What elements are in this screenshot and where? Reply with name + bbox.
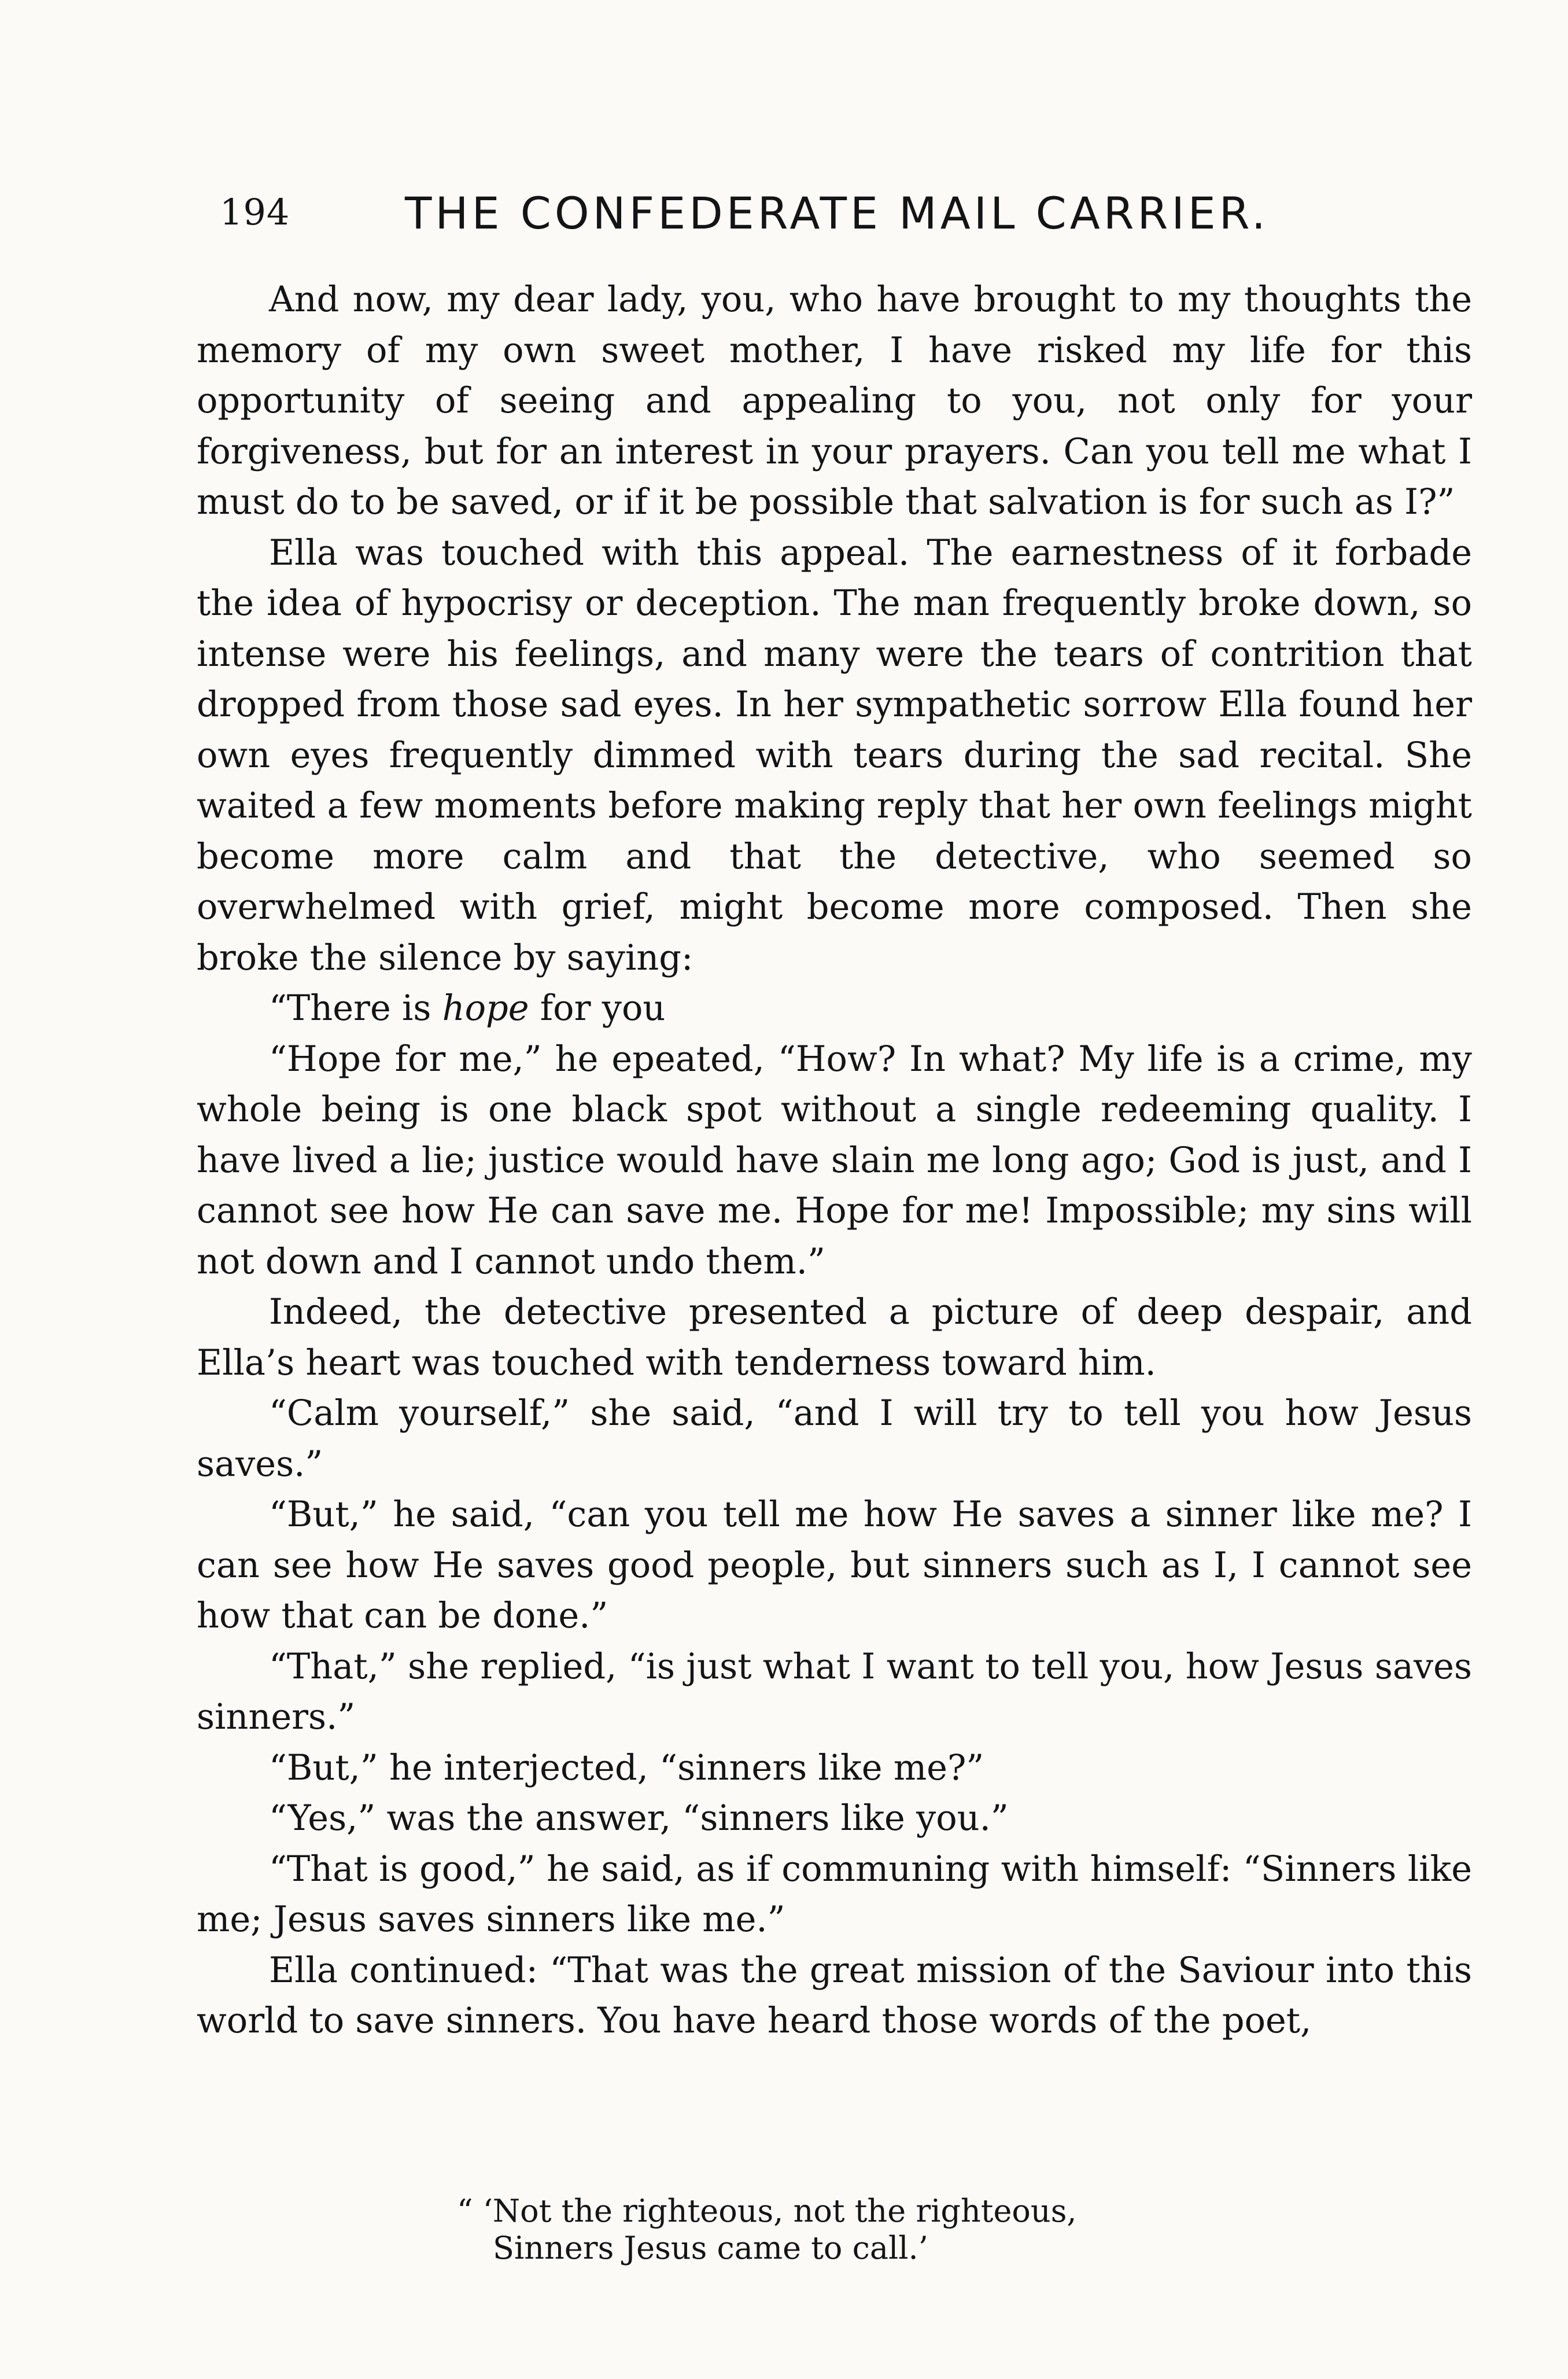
- paragraph: “That is good,” he said, as if communing with himself: “Sinners like me; Jesus saves sinners like me.”: [197, 1848, 1472, 1940]
- paragraph: “Hope for me,” he epeated, “How? In what? My life is a crime, my whole being is one black spot without a single redeeming quality. I have lived a lie; justice would have slain me long ago; God is just, and I cannot see how He can save me. Hope for me! Impossible; my sins will not down and I cannot undo them.”: [197, 1038, 1472, 1282]
- hope-after: for you: [529, 988, 666, 1029]
- paragraph: “That,” she replied, “is just what I want to tell you, how Jesus saves sinners.”: [197, 1646, 1472, 1737]
- verse-line-2: Sinners Jesus came to call.’: [493, 2230, 928, 2266]
- paragraph: Indeed, the detective presented a picture of deep despair, and Ella’s heart was touched with tenderness toward him.: [197, 1292, 1472, 1383]
- page-number: 194: [220, 191, 290, 233]
- hope-italic: hope: [442, 988, 529, 1029]
- paragraph: Ella was touched with this appeal. The earnestness of it forbade the idea of hypocrisy or deception. The man frequently broke down, so intense were his feelings, and many were the tears of contrition that dropped from those sad eyes. In her sympathetic sorrow Ella found her own eyes frequently dimmed with tears during the sad recital. She waited a few moments before making reply that her own feelings might become more calm and that the detective, who seemed so overwhelmed with grief, might become more composed. Then she broke the silence by saying:: [197, 532, 1472, 978]
- verse-quote: [457, 2193, 1382, 2267]
- paragraph: “But,” he said, “can you tell me how He saves a sinner like me? I can see how He saves good people, but sinners such as I, I cannot see how that can be done.”: [197, 1494, 1472, 1636]
- paragraph: “Yes,” was the answer, “sinners like you.”: [269, 1798, 1009, 1839]
- running-title: THE CONFEDERATE MAIL CARRIER.: [405, 187, 1270, 239]
- paragraph-hope: [197, 984, 1472, 1034]
- body-text: [197, 275, 1472, 2047]
- paragraph: Ella continued: “That was the great mission of the Saviour into this world to save sinners. You have heard those words of the poet,: [197, 1950, 1472, 2041]
- hope-before: “There is: [269, 988, 442, 1029]
- page-header: [220, 187, 1469, 255]
- paragraph: “Calm yourself,” she said, “and I will try to tell you how Jesus saves.”: [197, 1393, 1472, 1485]
- paragraph: And now, my dear lady, you, who have brought to my thoughts the memory of my own sweet mother, I have risked my life for this opportunity of seeing and appealing to you, not only for your forgiveness, but for an interest in your prayers. Can you tell me what I must do to be saved, or if it be possible that salvation is for such as I?”: [197, 279, 1472, 522]
- paragraph: “But,” he interjected, “sinners like me?”: [269, 1747, 984, 1788]
- verse-line-1: “ ‘Not the righteous, not the righteous,: [457, 2193, 1077, 2229]
